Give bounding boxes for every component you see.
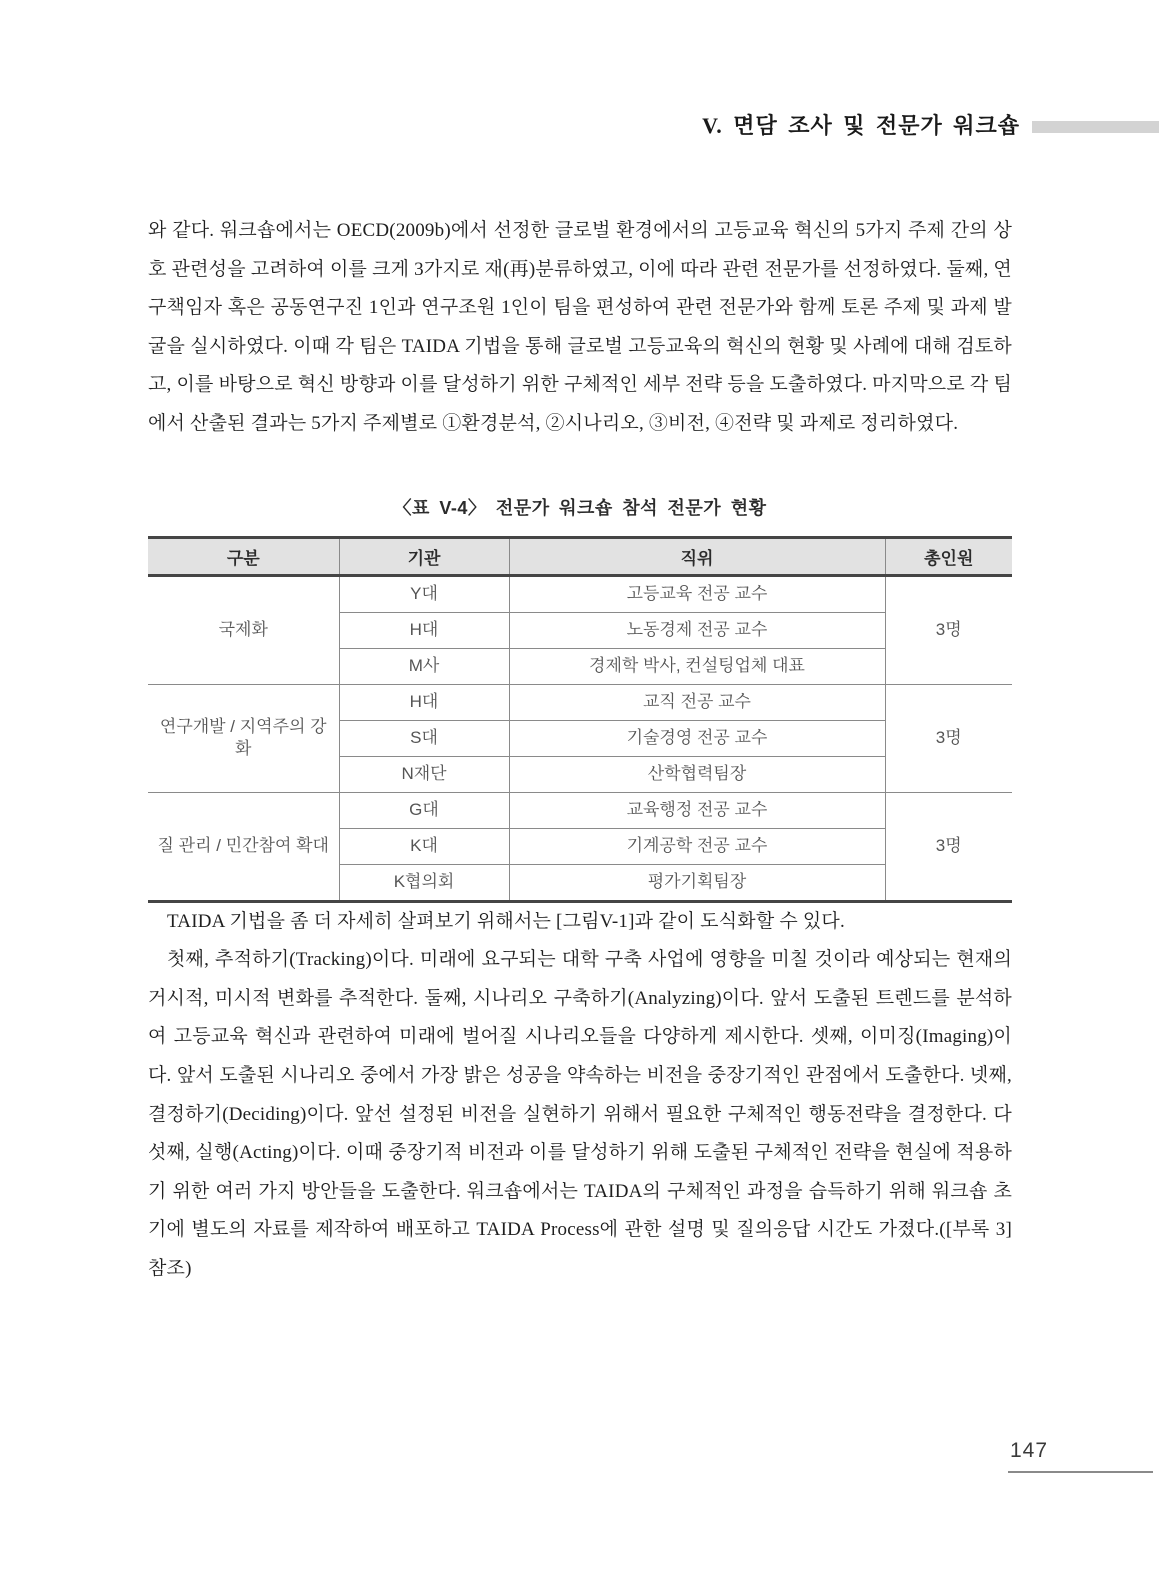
position-cell: 경제학 박사, 컨설팅업체 대표 xyxy=(509,648,885,684)
page-number: 147 xyxy=(1010,1439,1049,1462)
organization-cell: H대 xyxy=(339,684,509,720)
header-accent-bar xyxy=(1032,121,1159,133)
experts-table xyxy=(148,536,1012,903)
footer-rule xyxy=(1008,1471,1153,1473)
category-cell: 연구개발 / 지역주의 강화 xyxy=(148,684,339,792)
organization-cell: H대 xyxy=(339,612,509,648)
column-header-organization: 기관 xyxy=(339,537,509,575)
category-cell: 질 관리 / 민간참여 확대 xyxy=(148,792,339,901)
organization-cell: K대 xyxy=(339,828,509,864)
position-cell: 교직 전공 교수 xyxy=(509,684,885,720)
organization-cell: S대 xyxy=(339,720,509,756)
organization-cell: G대 xyxy=(339,792,509,828)
table-header-row xyxy=(148,537,1012,575)
paragraph-taida-intro: TAIDA 기법을 좀 더 자세히 살펴보기 위해서는 [그림V-1]과 같이 도식화할 수 있다. xyxy=(167,910,845,932)
position-cell: 산학협력팀장 xyxy=(509,756,885,792)
organization-cell: K협의회 xyxy=(339,864,509,901)
total-cell: 3명 xyxy=(885,792,1012,901)
chapter-title: V. 면담 조사 및 전문가 워크숍 xyxy=(702,113,1020,138)
total-cell: 3명 xyxy=(885,575,1012,684)
organization-cell: Y대 xyxy=(339,575,509,612)
position-cell: 기계공학 전공 교수 xyxy=(509,828,885,864)
table-header xyxy=(148,537,1012,575)
position-cell: 교육행정 전공 교수 xyxy=(509,792,885,828)
position-cell: 기술경영 전공 교수 xyxy=(509,720,885,756)
organization-cell: N재단 xyxy=(339,756,509,792)
total-cell: 3명 xyxy=(885,684,1012,792)
table-title: 〈표 V-4〉 전문가 워크숍 참석 전문가 현황 xyxy=(393,497,767,518)
column-header-category: 구분 xyxy=(148,537,339,575)
table-row xyxy=(148,792,1012,828)
organization-cell: M사 xyxy=(339,648,509,684)
column-header-total: 총인원 xyxy=(885,537,1012,575)
content-column xyxy=(148,212,1012,1289)
table-row xyxy=(148,684,1012,720)
table-body xyxy=(148,575,1012,901)
position-cell: 노동경제 전공 교수 xyxy=(509,612,885,648)
paragraph-taida-steps: 첫째, 추적하기(Tracking)이다. 미래에 요구되는 대학 구축 사업에 영향을 미칠 것이라 예상되는 현재의 거시적, 미시적 변화를 추적한다. 둘째, 시나리오 구축하기(Analyzing)이다. 앞서 도출된 트렌드를 분석하여 고등교육 혁신과 관련하여 미래에 벌어질 시나리오들을 다양하게 제시한다. 셋째, 이미징(Imaging)이다. 앞서 도출된 시나리오 중에서 가장 밝은 성공을 약속하는 비전을 중장기적인 관점에서 도출한다. 넷째, 결정하기(Deciding)이다. 앞선 설정된 비전을 실현하기 위해서 필요한 구체적인 행동전략을 결정한다. 다섯째, 실행(Acting)이다. 이때 중장기적 비전과 이를 달성하기 위해 도출된 구체적인 전략을 현실에 적용하기 위한 여러 가지 방안들을 도출한다. 워크숍에서는 TAIDA의 구체적인 과정을 습득하기 위해 워크숍 초기에 별도의 자료를 제작하여 배포하고 TAIDA Process에 관한 설명 및 질의응답 시간도 가졌다.([부록 3]참조) xyxy=(148,949,1012,1279)
category-cell: 국제화 xyxy=(148,575,339,684)
position-cell: 고등교육 전공 교수 xyxy=(509,575,885,612)
table-row xyxy=(148,575,1012,612)
column-header-position: 직위 xyxy=(509,537,885,575)
paragraph-intro: 와 같다. 워크숍에서는 OECD(2009b)에서 선정한 글로벌 환경에서의 고등교육 혁신의 5가지 주제 간의 상호 관련성을 고려하여 이를 크게 3가지로 재(再)분류하였고, 이에 따라 관련 전문가를 선정하였다. 둘째, 연구책임자 혹은 공동연구진 1인과 연구조원 1인이 팀을 편성하여 관련 전문가와 함께 토론 주제 및 과제 발굴을 실시하였다. 이때 각 팀은 TAIDA 기법을 통해 글로벌 고등교육의 혁신의 현황 및 사례에 대해 검토하고, 이를 바탕으로 혁신 방향과 이를 달성하기 위한 구체적인 세부 전략 등을 도출하였다. 마지막으로 각 팀에서 산출된 결과는 5가지 주제별로 ①환경분석, ②시나리오, ③비전, ④전략 및 과제로 정리하였다. xyxy=(148,220,1012,434)
position-cell: 평가기획팀장 xyxy=(509,864,885,901)
